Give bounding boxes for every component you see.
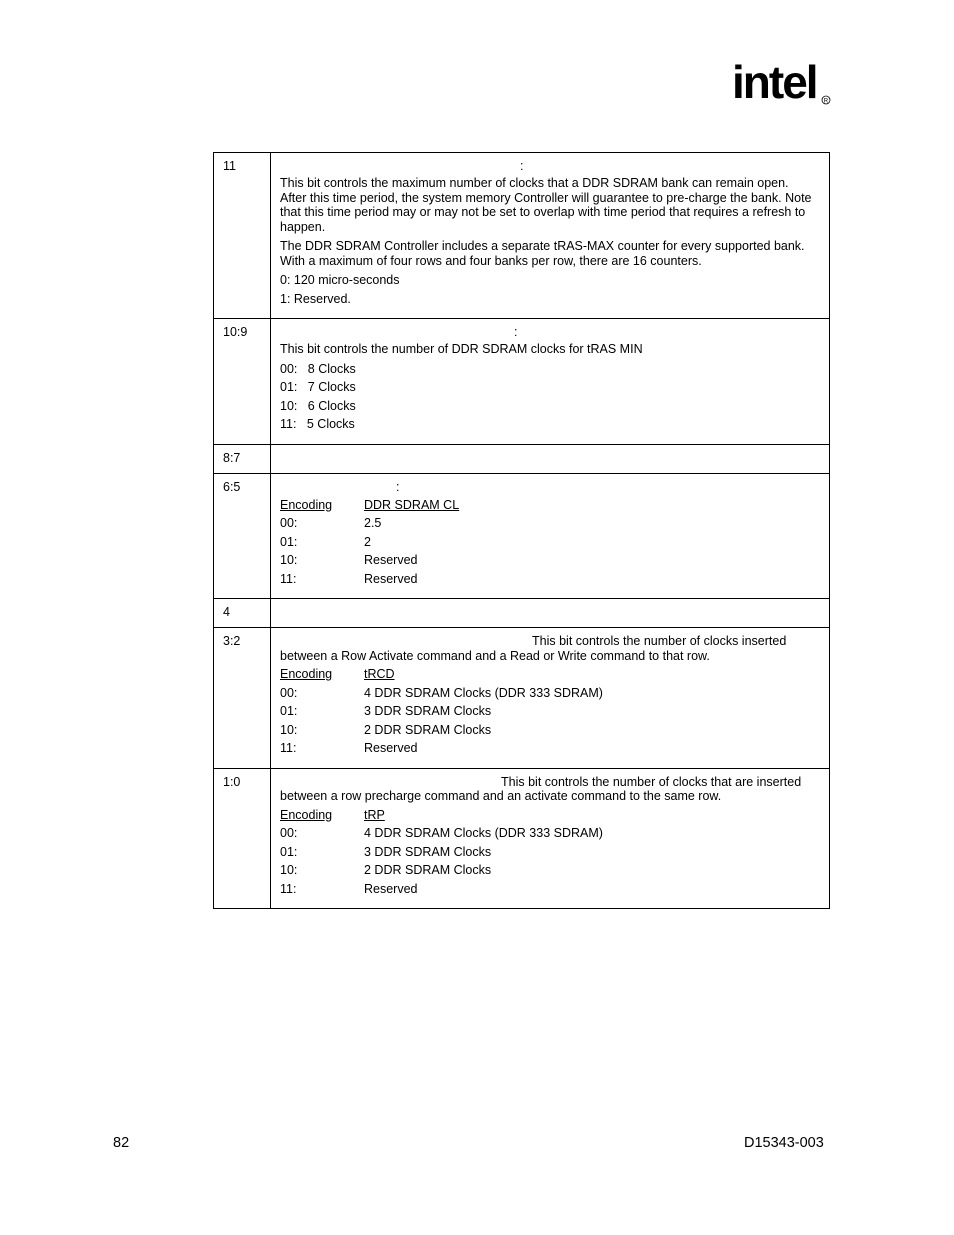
option-value: 10: 6 Clocks [280, 398, 356, 413]
bit-range: 10:9 [223, 325, 248, 339]
encoding-row [280, 741, 817, 756]
bit-field-cell [214, 473, 271, 599]
option-value: 0: 120 micro-seconds [280, 273, 400, 287]
encoding-row [280, 863, 817, 878]
svg-text:R: R [823, 98, 829, 105]
svg-text:intel: intel [732, 58, 817, 108]
encoding-row [280, 535, 817, 550]
table-row [214, 599, 830, 628]
encoding-key: 01: [280, 534, 298, 549]
bit-field-cell [214, 153, 271, 319]
encoding-row [280, 572, 817, 587]
bit-field-cell [214, 319, 271, 445]
option-value: 00: 8 Clocks [280, 361, 356, 376]
encoding-key: 01: [280, 704, 298, 718]
encoding-row [280, 882, 817, 897]
description-text-second-line: between a Row Activate command and a Read or Write command to that row. [280, 648, 710, 663]
encoding-row [280, 845, 817, 860]
encoding-value: 2 DDR SDRAM Clocks [364, 722, 492, 737]
bit-range: 4 [223, 605, 230, 619]
description-text: This bit controls the maximum number of clocks that a DDR SDRAM bank can remain open. After this time period, the system memory Controller will guarantee to pre-charge the bank. Note that this time period may or may not be set to overlap with time period that requires a refresh to happen. [280, 176, 812, 234]
encoding-key: 11: [280, 881, 297, 896]
table-row [214, 473, 830, 599]
encoding-row [280, 686, 817, 701]
bit-field-cell [214, 628, 271, 769]
encoding-value: 2 DDR SDRAM Clocks [364, 863, 492, 877]
option-value: 01: 7 Clocks [280, 380, 356, 394]
option-value: 1: Reserved. [280, 291, 351, 306]
encoding-value: 3 DDR SDRAM Clocks [364, 844, 492, 859]
description-cell [271, 319, 830, 445]
bit-range: 6:5 [223, 479, 241, 494]
encoding-key: 10: [280, 553, 298, 567]
encoding-key: 10: [280, 722, 298, 737]
encoding-header [280, 808, 817, 823]
description-text [280, 634, 817, 663]
encoding-column-header: Encoding [280, 807, 333, 822]
bit-field-cell [214, 768, 271, 909]
bit-field-cell [214, 444, 271, 473]
encoding-key: 11: [280, 571, 297, 586]
encoding-key: 01: [280, 844, 298, 859]
encoding-key: 10: [280, 863, 298, 877]
field-header [280, 480, 817, 494]
description-cell [271, 768, 830, 909]
description-text-first-line: This bit controls the number of clocks that are inserted [501, 774, 802, 789]
encoding-value: Reserved [364, 741, 418, 755]
field-colon: : [396, 479, 400, 494]
encoding-column-header: Encoding [280, 667, 333, 681]
bit-range: 8:7 [223, 450, 241, 465]
encoding-key: 00: [280, 516, 298, 530]
description-cell [271, 628, 830, 769]
description-cell [271, 473, 830, 599]
register-bit-table [213, 152, 830, 909]
description-text-first-line: This bit controls the number of clocks inserted [532, 634, 787, 648]
bit-range: 11 [223, 159, 236, 173]
encoding-column-header: Encoding [280, 497, 333, 512]
table-row [214, 319, 830, 445]
encoding-row [280, 723, 817, 738]
value-column-header: tRP [364, 807, 385, 822]
description-cell [271, 444, 830, 473]
encoding-row [280, 516, 817, 531]
encoding-value: 4 DDR SDRAM Clocks (DDR 333 SDRAM) [364, 826, 603, 840]
encoding-header [280, 498, 817, 513]
encoding-key: 00: [280, 685, 298, 700]
field-colon: : [514, 325, 518, 339]
encoding-key: 00: [280, 826, 298, 840]
field-colon: : [520, 159, 524, 173]
encoding-value: 3 DDR SDRAM Clocks [364, 704, 492, 718]
encoding-key: 11: [280, 741, 297, 755]
table-row [214, 153, 830, 319]
encoding-row [280, 704, 817, 719]
option-value: 11: 5 Clocks [280, 417, 355, 431]
description-text-second-line: between a row precharge command and an activate command to the same row. [280, 789, 722, 803]
description-text: The DDR SDRAM Controller includes a separate tRAS-MAX counter for every supported bank. With a maximum of four rows and four banks per row, there are 16 counters. [280, 239, 805, 268]
description-text [280, 775, 817, 804]
encoding-row [280, 553, 817, 568]
encoding-value: 2 [364, 534, 371, 549]
encoding-value: Reserved [364, 881, 418, 896]
encoding-value: Reserved [364, 553, 418, 567]
bit-range: 3:2 [223, 634, 241, 648]
table-row [214, 768, 830, 909]
table-row [214, 444, 830, 473]
encoding-value: Reserved [364, 571, 418, 586]
encoding-header [280, 667, 817, 682]
document-id: D15343-003 [744, 1135, 824, 1151]
table-row [214, 628, 830, 769]
description-cell [271, 599, 830, 628]
encoding-value: 2.5 [364, 516, 382, 530]
bit-range: 1:0 [223, 774, 241, 789]
description-text: This bit controls the number of DDR SDRAM clocks for tRAS MIN [280, 342, 643, 356]
bit-field-cell [214, 599, 271, 628]
value-column-header: DDR SDRAM CL [364, 497, 460, 512]
encoding-row [280, 826, 817, 841]
description-cell [271, 153, 830, 319]
field-header [280, 325, 817, 339]
field-header [280, 159, 817, 173]
intel-logo-mark [730, 58, 834, 118]
value-column-header: tRCD [364, 667, 395, 681]
encoding-value: 4 DDR SDRAM Clocks (DDR 333 SDRAM) [364, 685, 603, 700]
page-number: 82 [113, 1135, 130, 1151]
intel-logo [730, 58, 834, 118]
